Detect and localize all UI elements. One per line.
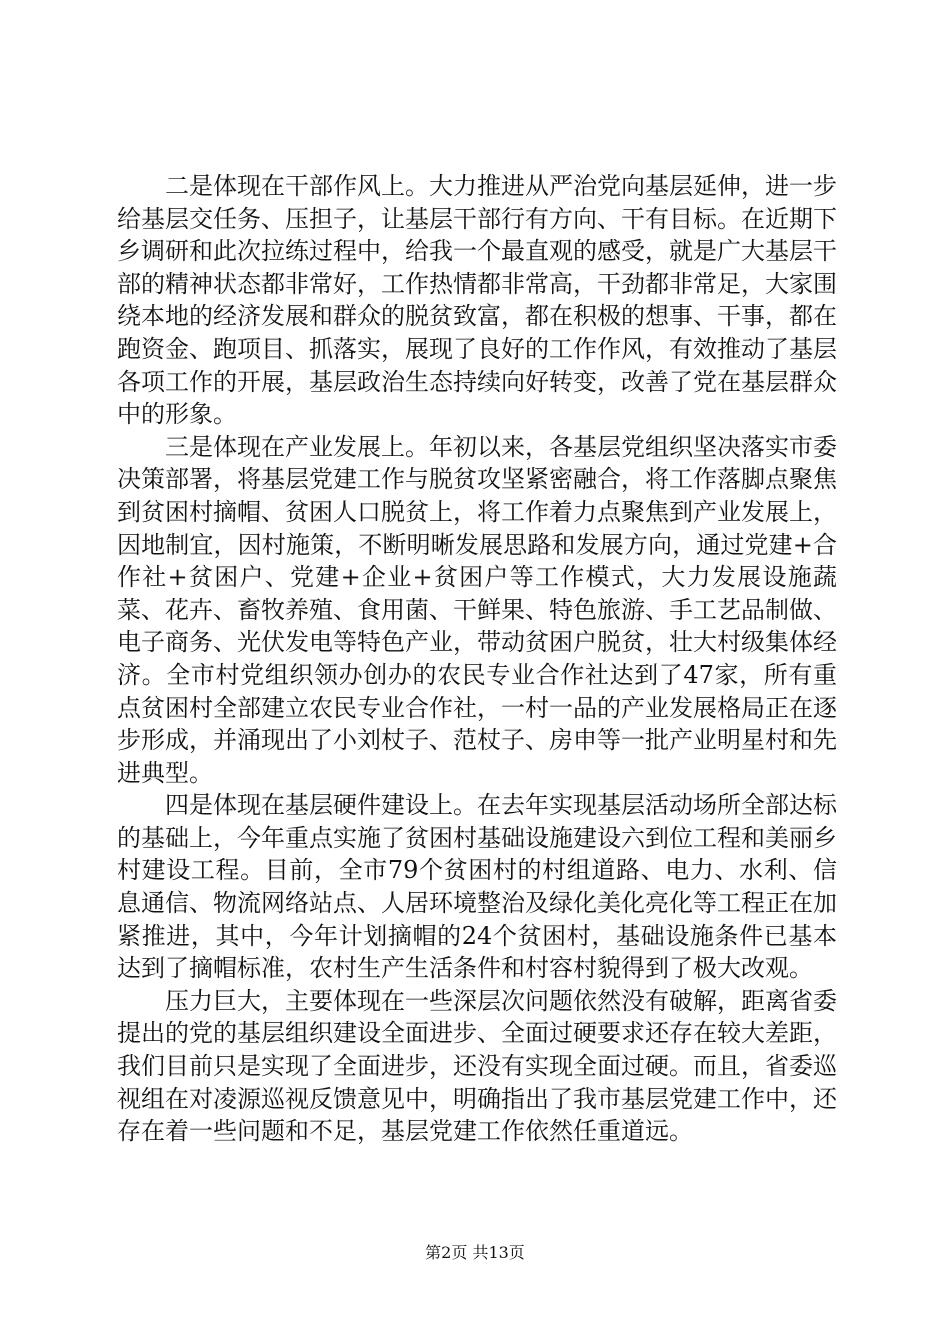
paragraph-pressure: 压力巨大，主要体现在一些深层次问题依然没有破解，距离省委提出的党的基层组织建设全面进步、全面过硬要求还存在较大差距，我们目前只是实现了全面进步，还没有实现全面过硬。而且，省委巡视组在对凌源巡视反馈意见中，明确指出了我市基层党建工作中，还存在着一些问题和不足，基层党建工作依然任重道远。 [117, 986, 837, 1146]
document-body [117, 170, 837, 1148]
paragraph-cadre-style: 二是体现在干部作风上。大力推进从严治党向基层延伸，进一步给基层交任务、压担子，让基层干部行有方向、干有目标。在近期下乡调研和此次拉练过程中，给我一个最直观的感受，就是广大基层干部的精神状态都非常好，工作热情都非常高，干劲都非常足，大家围绕本地的经济发展和群众的脱贫致富，都在积极的想事、干事，都在跑资金、跑项目、抓落实，展现了良好的工作作风，有效推动了基层各项工作的开展，基层政治生态持续向好转变，改善了党在基层群众中的形象。 [117, 172, 837, 429]
paragraph-industry-development: 三是体现在产业发展上。年初以来，各基层党组织坚决落实市委决策部署，将基层党建工作与脱贫攻坚紧密融合，将工作落脚点聚焦到贫困村摘帽、贫困人口脱贫上，将工作着力点聚焦到产业发展上，因地制宜，因村施策，不断明晰发展思路和发展方向，通过党建+合作社+贫困户、党建+企业+贫困户等工作模式，大力发展设施蔬菜、花卉、畜牧养殖、食用菌、干鲜果、特色旅游、手工艺品制做、电子商务、光伏发电等特色产业，带动贫困户脱贫，壮大村级集体经济。全市村党组织领办创办的农民专业合作社达到了47家，所有重点贫困村全部建立农民专业合作社，一村一品的产业发展格局正在逐步形成，并涌现出了小刘杖子、范杖子、房申等一批产业明星村和先进典型。 [117, 432, 837, 787]
page-number: 第2页 共13页 [425, 1243, 525, 1262]
paragraph-infrastructure: 四是体现在基层硬件建设上。在去年实现基层活动场所全部达标的基础上，今年重点实施了贫困村基础设施建设六到位工程和美丽乡村建设工程。目前，全市79个贫困村的村组道路、电力、水利、信息通信、物流网络站点、人居环境整治及绿化美化亮化等工程正在加紧推进，其中，今年计划摘帽的24个贫困村，基础设施条件已基本达到了摘帽标准，农村生产生活条件和村容村貌得到了极大改观。 [117, 791, 837, 983]
